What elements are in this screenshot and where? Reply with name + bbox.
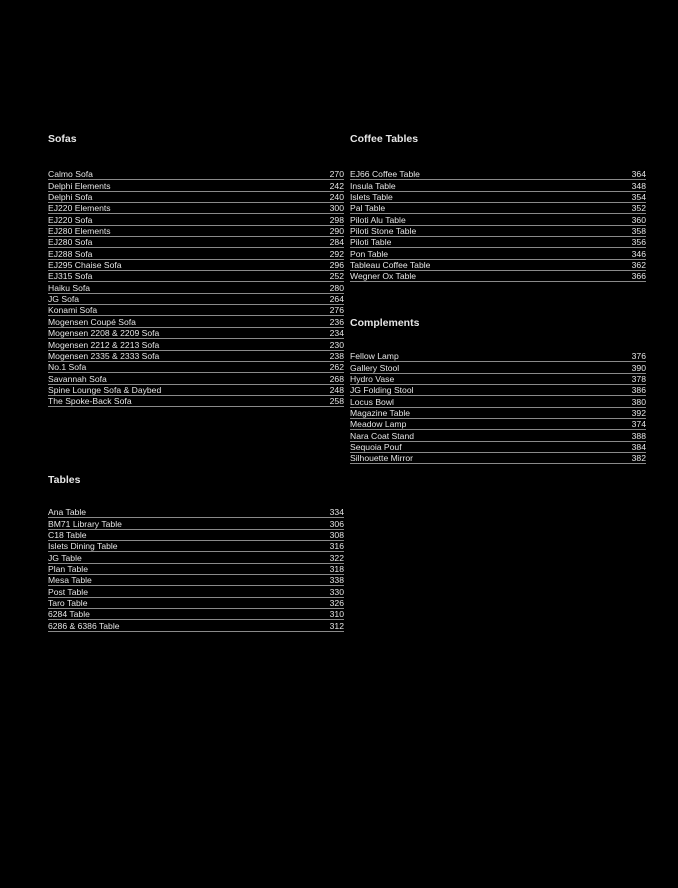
page-number: 270: [329, 169, 344, 180]
item-name: Savannah Sofa: [48, 373, 107, 384]
page-number: 262: [329, 362, 344, 373]
index-row: [48, 237, 344, 248]
page-number: 376: [631, 351, 646, 362]
page-number: 248: [329, 384, 344, 395]
page-number: 242: [329, 180, 344, 191]
index-row: [48, 351, 344, 362]
index-row: [48, 248, 344, 259]
index-row: [48, 328, 344, 339]
page-number: 346: [631, 248, 646, 259]
page-number: 374: [631, 419, 646, 430]
index-row: [48, 598, 344, 609]
index-row: [48, 609, 344, 620]
index-row: [48, 586, 344, 597]
index-row: [350, 362, 646, 373]
page-number: 308: [329, 530, 344, 541]
item-name: EJ315 Sofa: [48, 271, 93, 282]
item-name: Ana Table: [48, 507, 87, 518]
tables-section: [48, 474, 344, 632]
item-name: EJ280 Sofa: [48, 237, 93, 248]
item-name: Hydro Vase: [350, 374, 395, 385]
page-number: 238: [329, 350, 344, 361]
page-number: 236: [329, 316, 344, 327]
page-number: 240: [329, 192, 344, 203]
page-number: 322: [329, 552, 344, 563]
index-row: [48, 564, 344, 575]
item-name: Islets Table: [350, 192, 393, 203]
page-number: 312: [329, 620, 344, 631]
page-number: 334: [329, 507, 344, 518]
item-name: Silhouette Mirror: [350, 453, 414, 464]
page-number: 378: [631, 374, 646, 385]
page-number: 388: [631, 430, 646, 441]
page-number: 310: [329, 609, 344, 620]
section-heading-tables: Tables: [48, 474, 81, 486]
index-row: [48, 339, 344, 350]
index-row: [48, 214, 344, 225]
page-number: 252: [329, 271, 344, 282]
index-row: [48, 385, 344, 396]
item-name: Sequoia Pouf: [350, 442, 402, 453]
page-number: 300: [329, 203, 344, 214]
page-number: 364: [631, 169, 646, 180]
page-number: 356: [631, 237, 646, 248]
complements-list: [350, 351, 646, 464]
section-heading-complements: Complements: [350, 317, 420, 329]
index-row: [48, 541, 344, 552]
item-name: Fellow Lamp: [350, 351, 399, 362]
item-name: EJ220 Sofa: [48, 214, 93, 225]
index-row: [350, 396, 646, 407]
item-name: Plan Table: [48, 564, 88, 575]
index-row: [48, 180, 344, 191]
index-row: [48, 530, 344, 541]
page-number: 382: [631, 453, 646, 464]
page-number: 316: [329, 541, 344, 552]
page-number: 234: [329, 328, 344, 339]
index-row: [48, 203, 344, 214]
item-name: EJ288 Sofa: [48, 248, 93, 259]
index-row: [350, 260, 646, 271]
page-number: 354: [631, 192, 646, 203]
index-row: [350, 408, 646, 419]
index-row: [350, 192, 646, 203]
item-name: Konami Sofa: [48, 305, 98, 316]
item-name: Mogensen 2208 & 2209 Sofa: [48, 328, 160, 339]
page-number: 290: [329, 226, 344, 237]
page-number: 392: [631, 408, 646, 419]
index-row: [350, 271, 646, 282]
index-row: [350, 442, 646, 453]
item-name: C18 Table: [48, 530, 87, 541]
index-row: [350, 374, 646, 385]
index-row: [350, 453, 646, 464]
section-heading-sofas: Sofas: [48, 133, 77, 145]
item-name: The Spoke-Back Sofa: [48, 396, 132, 407]
tables-list: [48, 507, 344, 632]
page-number: 280: [329, 282, 344, 293]
index-row: [48, 362, 344, 373]
item-name: Nara Coat Stand: [350, 430, 415, 441]
sofas-section: [48, 133, 344, 407]
item-name: EJ66 Coffee Table: [350, 169, 420, 180]
page-number: 306: [329, 518, 344, 529]
index-row: [48, 373, 344, 384]
page-number: 352: [631, 203, 646, 214]
index-row: [48, 282, 344, 293]
index-row: [48, 169, 344, 180]
item-name: Locus Bowl: [350, 396, 394, 407]
page-number: 298: [329, 214, 344, 225]
item-name: Calmo Sofa: [48, 169, 93, 180]
page-number: 268: [329, 373, 344, 384]
index-row: [48, 396, 344, 407]
index-row: [48, 294, 344, 305]
item-name: Delphi Elements: [48, 180, 111, 191]
item-name: Gallery Stool: [350, 362, 400, 373]
index-row: [48, 575, 344, 586]
item-name: EJ220 Elements: [48, 203, 111, 214]
index-row: [48, 620, 344, 631]
item-name: Mogensen Coupé Sofa: [48, 316, 136, 327]
page-number: 358: [631, 226, 646, 237]
index-row: [350, 351, 646, 362]
item-name: Piloti Table: [350, 237, 392, 248]
item-name: Mogensen 2335 & 2333 Sofa: [48, 350, 160, 361]
item-name: Piloti Stone Table: [350, 226, 417, 237]
page-number: 230: [329, 339, 344, 350]
complements-section: [350, 317, 646, 464]
item-name: EJ295 Chaise Sofa: [48, 260, 122, 271]
page-number: 366: [631, 271, 646, 282]
item-name: 6284 Table: [48, 609, 90, 620]
index-row: [48, 305, 344, 316]
section-heading-coffee-tables: Coffee Tables: [350, 133, 419, 145]
coffee-tables-list: [350, 169, 646, 282]
index-row: [350, 226, 646, 237]
item-name: Spine Lounge Sofa & Daybed: [48, 384, 162, 395]
index-row: [48, 518, 344, 529]
item-name: JG Folding Stool: [350, 385, 414, 396]
page-number: 362: [631, 260, 646, 271]
index-row: [48, 507, 344, 518]
page-number: 326: [329, 598, 344, 609]
item-name: Wegner Ox Table: [350, 271, 417, 282]
page-number: 380: [631, 396, 646, 407]
index-row: [350, 385, 646, 396]
index-row: [48, 260, 344, 271]
item-name: JG Sofa: [48, 294, 80, 305]
coffee-tables-section: [350, 133, 646, 282]
page-number: 284: [329, 237, 344, 248]
index-row: [48, 552, 344, 563]
page-number: 330: [329, 586, 344, 597]
page-number: 386: [631, 385, 646, 396]
index-row: [350, 419, 646, 430]
item-name: EJ280 Elements: [48, 226, 111, 237]
item-name: Pal Table: [350, 203, 386, 214]
page-number: 384: [631, 442, 646, 453]
item-name: Meadow Lamp: [350, 419, 407, 430]
item-name: BM71 Library Table: [48, 518, 122, 529]
page-number: 318: [329, 564, 344, 575]
index-row: [48, 316, 344, 327]
index-row: [350, 214, 646, 225]
item-name: Taro Table: [48, 598, 88, 609]
index-row: [350, 430, 646, 441]
index-row: [48, 192, 344, 203]
page-number: 264: [329, 294, 344, 305]
item-name: Islets Dining Table: [48, 541, 118, 552]
item-name: Delphi Sofa: [48, 192, 93, 203]
item-name: JG Table: [48, 552, 82, 563]
page-number: 276: [329, 305, 344, 316]
index-row: [350, 237, 646, 248]
page-number: 292: [329, 248, 344, 259]
page-number: 296: [329, 260, 344, 271]
item-name: 6286 & 6386 Table: [48, 620, 120, 631]
sofas-list: [48, 169, 344, 407]
item-name: Insula Table: [350, 180, 396, 191]
page-number: 360: [631, 214, 646, 225]
item-name: Magazine Table: [350, 408, 411, 419]
item-name: Piloti Alu Table: [350, 214, 406, 225]
index-row: [48, 271, 344, 282]
item-name: Pon Table: [350, 248, 389, 259]
item-name: No.1 Sofa: [48, 362, 87, 373]
item-name: Mesa Table: [48, 575, 92, 586]
item-name: Tableau Coffee Table: [350, 260, 431, 271]
page-number: 390: [631, 362, 646, 373]
index-row: [350, 169, 646, 180]
page-number: 258: [329, 396, 344, 407]
page-number: 348: [631, 180, 646, 191]
index-row: [350, 203, 646, 214]
item-name: Post Table: [48, 586, 88, 597]
item-name: Mogensen 2212 & 2213 Sofa: [48, 339, 160, 350]
index-row: [350, 180, 646, 191]
item-name: Haiku Sofa: [48, 282, 91, 293]
index-row: [350, 248, 646, 259]
index-row: [48, 226, 344, 237]
page-number: 338: [329, 575, 344, 586]
